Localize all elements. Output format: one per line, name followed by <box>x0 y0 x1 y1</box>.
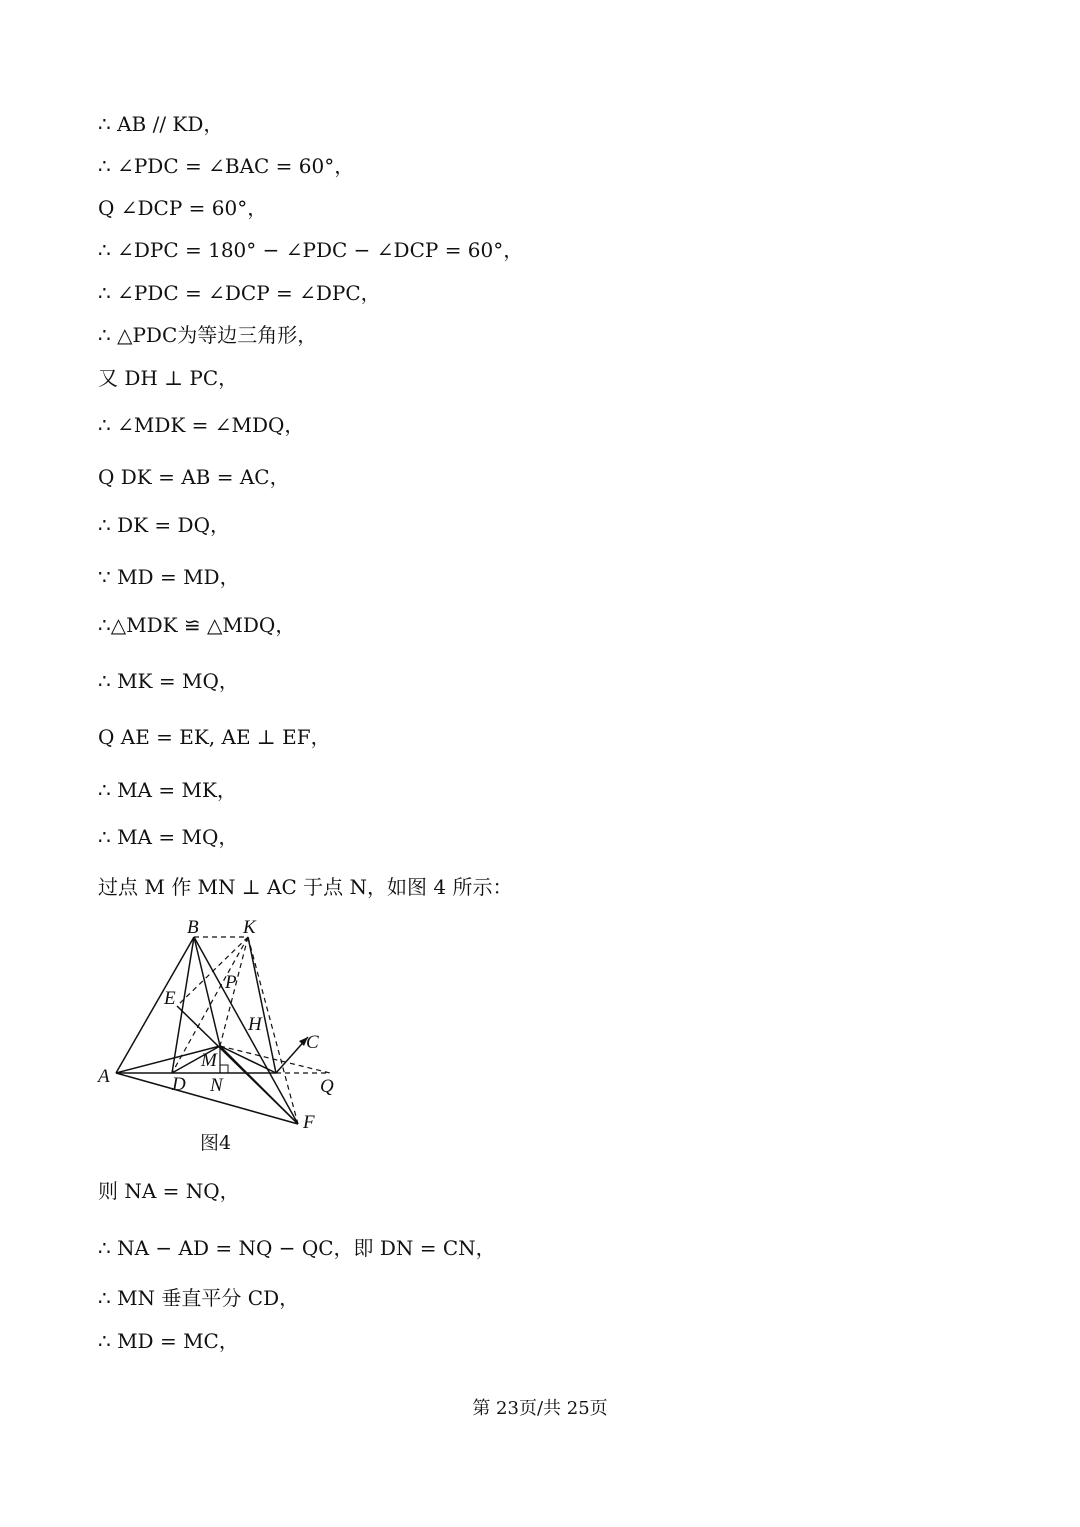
proof-line-11: ∵ MD = MD， <box>98 565 240 589</box>
label-E: E <box>164 988 176 1009</box>
label-C: C <box>306 1032 319 1053</box>
proof-line-6: ∴ △PDC为等边三角形， <box>98 323 318 347</box>
label-A: A <box>98 1066 110 1087</box>
proof-line-21: ∴ MD = MC， <box>98 1329 239 1353</box>
proof-line-8: ∴ ∠MDK = ∠MDQ， <box>98 413 305 437</box>
label-D: D <box>172 1074 186 1095</box>
proof-line-7: 又 DH ⊥ PC， <box>98 366 239 390</box>
right-angle-mark-icon <box>220 1065 228 1073</box>
label-F: F <box>303 1112 315 1130</box>
proof-line-9: Q DK = AB = AC， <box>98 465 290 489</box>
proof-line-17: 过点 M 作 MN ⊥ AC 于点 N，如图 4 所示： <box>98 875 513 899</box>
proof-line-14: Q AE = EK, AE ⊥ EF， <box>98 725 331 749</box>
proof-line-20: ∴ MN 垂直平分 CD， <box>98 1286 300 1310</box>
page-footer: 第 23页/共 25页 <box>472 1398 608 1419</box>
label-B: B <box>187 917 199 938</box>
segment-KC <box>248 937 276 1073</box>
label-K: K <box>243 917 256 938</box>
proof-line-1: ∴ AB // KD， <box>98 112 224 136</box>
geometry-figure <box>90 910 370 1130</box>
proof-line-12: ∴△MDK ≌ △MDQ， <box>98 613 296 637</box>
label-P: P <box>225 972 237 993</box>
label-H: H <box>248 1014 262 1035</box>
segment-BM <box>194 937 220 1046</box>
proof-line-10: ∴ DK = DQ， <box>98 513 230 537</box>
proof-line-2: ∴ ∠PDC = ∠BAC = 60°， <box>98 154 355 178</box>
figure-caption: 图4 <box>200 1132 232 1154</box>
proof-line-5: ∴ ∠PDC = ∠DCP = ∠DPC， <box>98 281 381 305</box>
proof-line-15: ∴ MA = MK， <box>98 778 237 802</box>
label-Q: Q <box>320 1076 334 1097</box>
segment-AF <box>116 1073 298 1124</box>
proof-line-4: ∴ ∠DPC = 180° − ∠PDC − ∠DCP = 60°， <box>98 238 524 262</box>
proof-line-18: 则 NA = NQ， <box>98 1179 240 1203</box>
proof-line-16: ∴ MA = MQ， <box>98 825 239 849</box>
label-M: M <box>201 1050 217 1071</box>
proof-line-3: Q ∠DCP = 60°， <box>98 196 268 220</box>
label-N: N <box>210 1075 223 1096</box>
proof-line-13: ∴ MK = MQ， <box>98 669 239 693</box>
proof-line-19: ∴ NA − AD = NQ − QC，即 DN = CN， <box>98 1236 496 1260</box>
